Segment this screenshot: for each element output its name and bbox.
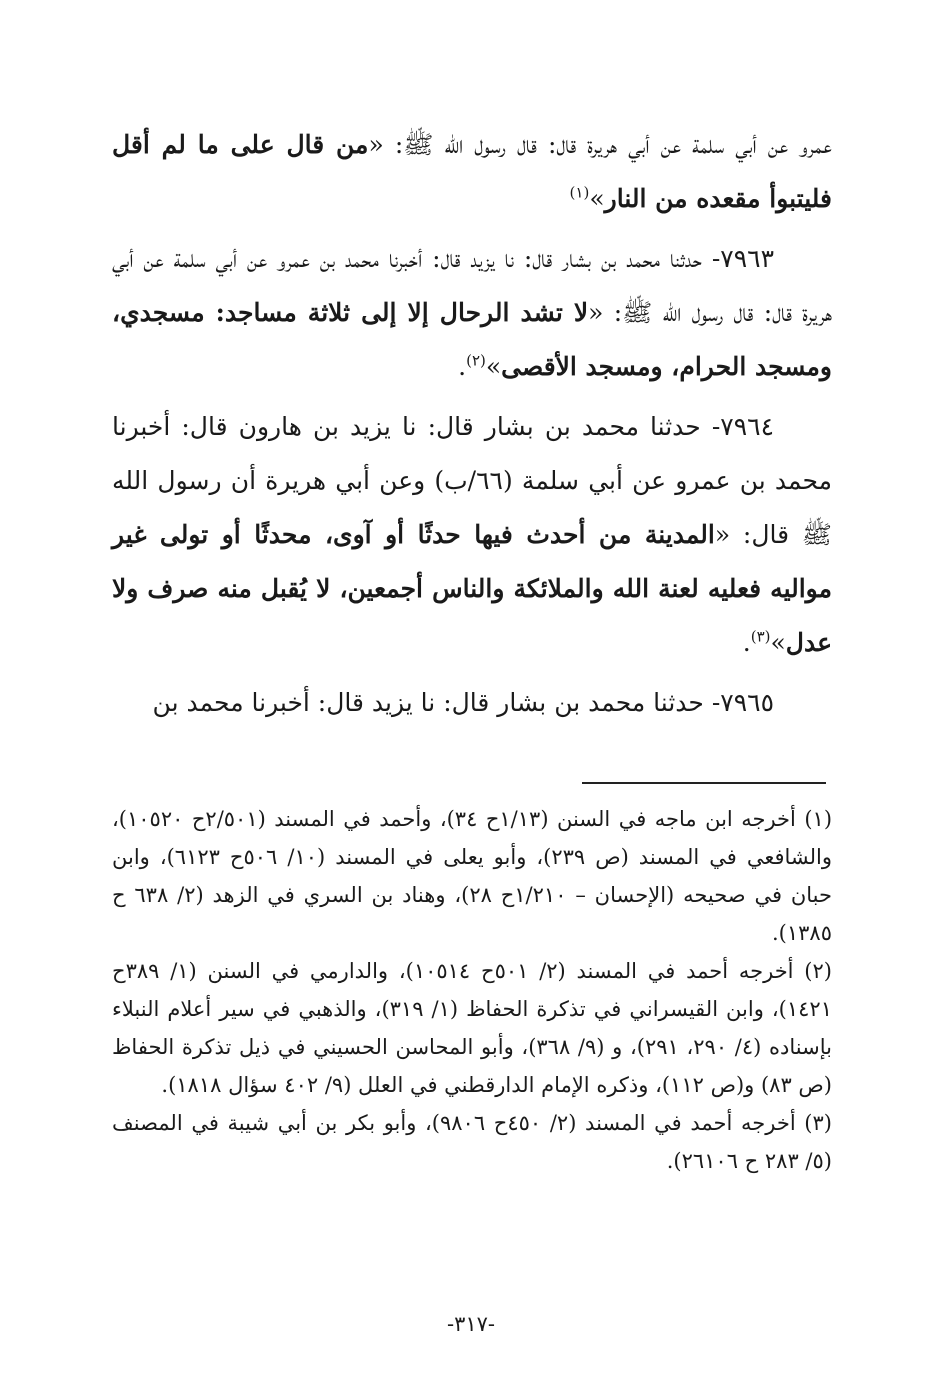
hadith-3-end: .: [742, 628, 751, 657]
footnote-ref-2: (٢): [466, 351, 486, 370]
footnote-ref-1: (١): [569, 183, 590, 202]
footnote-1: (١) أخرجه ابن ماجه في السنن (١/١٣ح ٣٤)، وأحمد في المسند (٢/٥٠١ح ١٠٥٢٠)، والشافعي في المسند (ص ٢٣٩)، وأبو يعلى في المسند (١٠/ ٥٠٦ح ٦١٢٣)، وابن حبان في صحيحه (الإحسان – ١/٢١٠ح ٢٨)، وهناد بن السري في الزهد (٢/ ٦٣٨ ح ١٣٨٥).: [112, 807, 833, 945]
hadith-3-text: ٧٩٦٤- حدثنا محمد بن بشار قال: نا يزيد بن هارون قال: أخبرنا محمد بن عمرو عن أبي سلمة (٦٦/ب) وعن أبي هريرة أن رسول الله ﷺ قال: «: [112, 412, 832, 549]
hadith-paragraph-3: [112, 400, 832, 670]
footnote-2: (٢) أخرجه أحمد في المسند (٢/ ٥٠١ح ١٠٥١٤)، والدارمي في السنن (١/ ٣٨٩ح ١٤٢١)، وابن القيسراني في تذكرة الحفاظ (١/ ٣١٩)، والذهبي في سير أعلام النبلاء بإسناده (٤/ ٢٩٠، ٢٩١)، و (٩/ ٣٦٨)، وأبو المحاسن الحسيني في ذيل تذكرة الحفاظ (ص ٨٣) و(ص ١١٢)، وذكره الإمام الدارقطني في العلل (٩/ ٤٠٢ سؤال ١٨١٨).: [112, 959, 832, 1097]
hadith-2-bold-text: لا تشد الرحال إلا إلى ثلاثة مساجد: مسجدي، ومسجد الحرام، ومسجد الأقصى: [112, 298, 832, 381]
footnote-separator: [582, 782, 826, 784]
hadith-3-bold-text: المدينة من أحدث فيها حدثًا أو آوى، محدثًا أو تولى غير مواليه فعليه لعنة الله والملائكة والناس أجمعين، لا يُقبل منه صرف ولا عدل: [112, 520, 832, 657]
footnotes: [112, 800, 832, 1180]
hadith-2-close-quote: »: [485, 352, 502, 381]
footnote-ref-3: (٣): [750, 627, 771, 646]
hadith-1-text: عمرو عن أبي سلمة عن أبي هريرة قال: قال رسول الله ﷺ: «: [368, 130, 832, 159]
hadith-2-text: ٧٩٦٣- حدثنا محمد بن بشار قال: نا يزيد قال: أخبرنا محمد بن عمرو عن أبي سلمة عن أبي هريرة قال: قال رسول الله ﷺ: «: [112, 244, 832, 327]
main-text: [112, 118, 832, 730]
hadith-4-text: ٧٩٦٥- حدثنا محمد بن بشار قال: نا يزيد قال: أخبرنا محمد بن: [152, 688, 774, 717]
page-number: -٣١٧-: [446, 1312, 496, 1336]
hadith-1-close-quote: »: [589, 184, 605, 213]
hadith-paragraph-1: [112, 118, 832, 226]
hadith-2-end: .: [458, 352, 467, 381]
hadith-3-close-quote: »: [770, 628, 786, 657]
footnote-3: (٣) أخرجه أحمد في المسند (٢/ ٤٥٠ح ٩٨٠٦)، وأبو بكر بن أبي شيبة في المصنف (٥/ ٢٨٣ ح ٢٦١٠٦).: [112, 1111, 832, 1173]
hadith-paragraph-4: [112, 676, 832, 730]
hadith-paragraph-2: [112, 232, 832, 394]
hadith-1-bold-text: من قال على ما لم أقل فليتبوأ مقعده من النار: [112, 130, 832, 213]
